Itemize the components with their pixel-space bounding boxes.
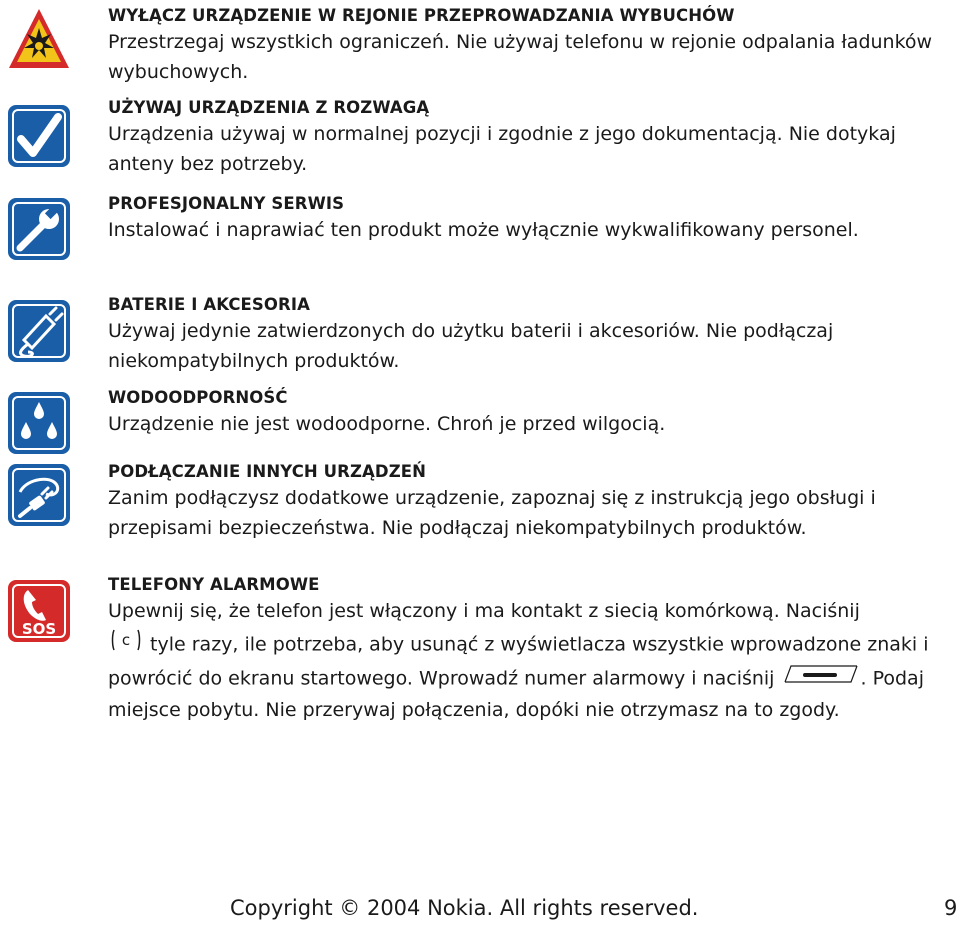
section-service bbox=[108, 192, 938, 246]
clear-key-label: c bbox=[121, 630, 131, 649]
call-key-icon bbox=[781, 662, 861, 696]
section-water bbox=[108, 386, 938, 440]
copyright-footer: Copyright © 2004 Nokia. All rights reserved. bbox=[230, 896, 699, 920]
section-title: PODŁĄCZANIE INNYCH URZĄDZEŃ bbox=[108, 462, 427, 481]
section-text: Zanim podłączysz dodatkowe urządzenie, zapoznaj się z instrukcją jego obsługi i przepisami bezpieczeństwa. Nie podłączaj niekompatybilnych produktów. bbox=[108, 487, 876, 539]
section-text: Urządzenia używaj w normalnej pozycji i zgodnie z jego dokumentacją. Nie dotykaj anteny bez potrzeby. bbox=[108, 123, 896, 175]
section-text: Używaj jedynie zatwierdzonych do użytku baterii i akcesoriów. Nie podłączaj niekompatybilnych produktów. bbox=[108, 320, 834, 372]
section-text: Urządzenie nie jest wodoodporne. Chroń je przed wilgocią. bbox=[108, 413, 666, 435]
sos-label: SOS bbox=[21, 620, 57, 638]
section-use-sensibly bbox=[108, 96, 938, 179]
emergency-text-1: Upewnij się, że telefon jest włączony i ma kontakt z siecią komórkową. Naciśnij bbox=[108, 600, 860, 622]
page-number: 9 bbox=[944, 896, 958, 920]
section-title: PROFESJONALNY SERWIS bbox=[108, 194, 345, 213]
section-text: Przestrzegaj wszystkich ograniczeń. Nie używaj telefonu w rejonie odpalania ładunków wybuchowych. bbox=[108, 31, 933, 83]
checkmark-icon bbox=[6, 103, 72, 169]
section-connect bbox=[108, 460, 938, 543]
section-batteries bbox=[108, 293, 938, 376]
section-title: UŻYWAJ URZĄDZENIA Z ROZWAGĄ bbox=[108, 98, 430, 117]
section-title: BATERIE I AKCESORIA bbox=[108, 295, 310, 314]
section-title: WODOODPORNOŚĆ bbox=[108, 388, 288, 407]
section-title: TELEFONY ALARMOWE bbox=[108, 575, 320, 594]
sos-phone-icon bbox=[6, 578, 72, 644]
wrench-icon bbox=[6, 196, 72, 262]
water-drops-icon bbox=[6, 390, 72, 456]
emergency-text-3: . Podaj miejsce pobytu. Nie przerywaj połączenia, dopóki nie otrzymasz na to zgody. bbox=[108, 667, 924, 721]
emergency-text-2: tyle razy, ile potrzeba, aby usunąć z wyświetlacza wszystkie wprowadzone znaki i powrócić do ekranu startowego. Wprowadź numer alarmowy i naciśnij bbox=[108, 632, 929, 690]
section-title: WYŁĄCZ URZĄDZENIE W REJONIE PRZEPROWADZANIA WYBUCHÓW bbox=[108, 6, 735, 25]
battery-charger-icon bbox=[6, 298, 72, 364]
plug-cable-icon bbox=[6, 462, 72, 528]
section-text: Instalować i naprawiać ten produkt może wyłącznie wykwalifikowany personel. bbox=[108, 219, 859, 241]
section-explosives bbox=[108, 4, 938, 87]
section-emergency bbox=[108, 573, 938, 725]
explosion-warning-icon bbox=[6, 6, 72, 72]
section-text bbox=[108, 597, 938, 725]
clear-key-icon bbox=[108, 627, 144, 663]
